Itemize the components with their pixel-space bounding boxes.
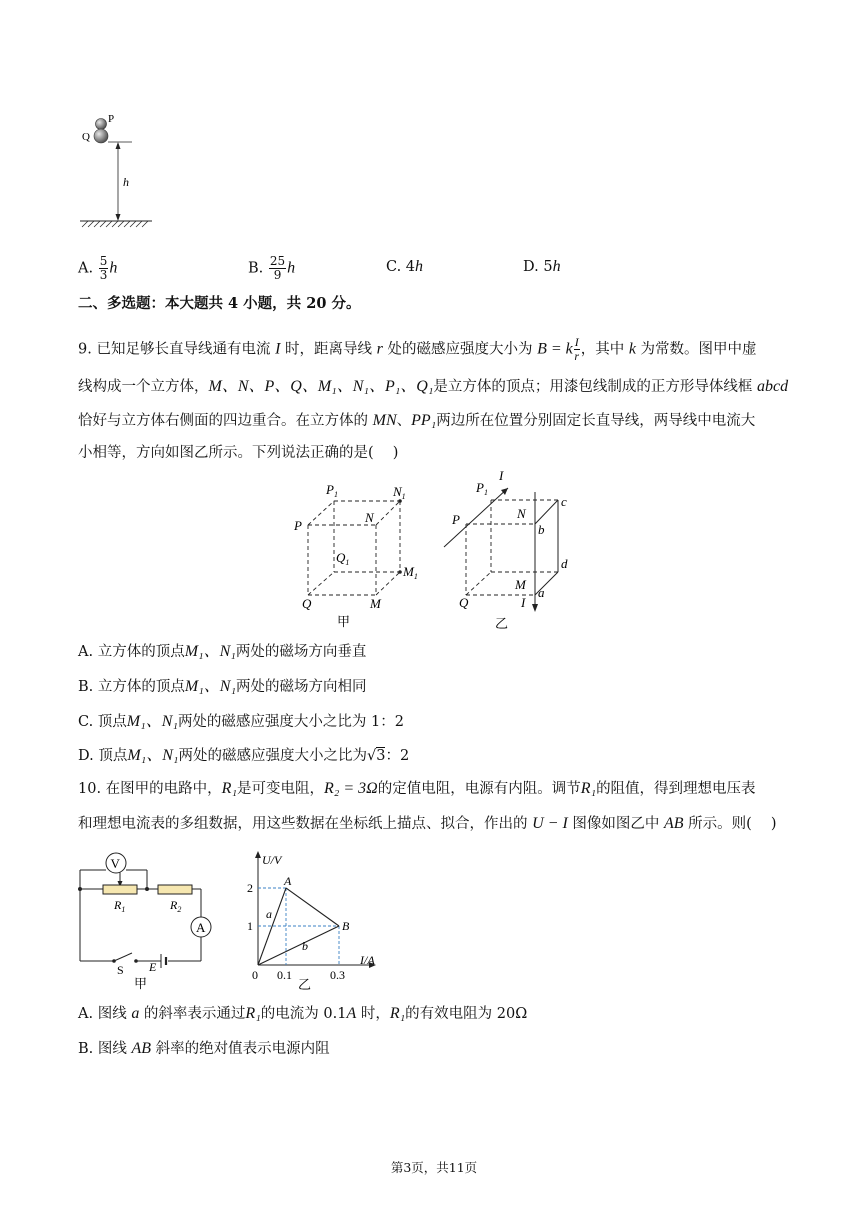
tick-origin: 0 (252, 968, 258, 982)
label-p: P (452, 512, 460, 527)
line-label-b: b (302, 939, 308, 953)
label-p1: $P_1$ (326, 482, 338, 499)
label-i-top: I (499, 468, 504, 483)
sqrt-symbol: √ (366, 748, 377, 764)
label-r1: $R_1$ (114, 898, 126, 914)
caption-jia: 甲 (337, 614, 351, 629)
label-n: N (517, 506, 526, 521)
tick-x-03: 0.3 (330, 968, 345, 982)
label-q1: $Q_1$ (336, 550, 350, 567)
voltmeter-label: V (110, 856, 120, 871)
label-i-bottom: I (521, 595, 526, 610)
page-footer: 第3页，共11页 (390, 1160, 478, 1175)
label-q: Q (459, 595, 469, 610)
q10-line1: 10. 在图甲的电路中，R₁是可变电阻，R₂ = 3Ω的定值电阻，电源有内阻。调节R₁的阻值，得到理想电压表 (78, 780, 756, 797)
tick-x-01: 0.1 (277, 968, 292, 982)
q10-ui-graph (240, 843, 400, 991)
q9-line3: 恰好与立方体右侧面的四边重合。在立方体的 MN、PP₁两边所在位置分别固定长直导线，两导线中电流大 (78, 412, 756, 429)
label-p: P (294, 518, 302, 533)
label-a: a (538, 585, 545, 600)
label-p: P (108, 113, 115, 125)
fraction: $\frac{25}{9}$ (269, 254, 286, 282)
q9-option-b[interactable]: B. 立方体的顶点M₁、N₁两处的磁场方向相同 (78, 678, 367, 695)
q8-option-d[interactable]: D. 5h (523, 258, 561, 275)
q9-option-d[interactable]: D. 顶点M₁、N₁两处的磁感应强度大小之比为√3：2 (78, 747, 410, 764)
caption-jia: 甲 (134, 976, 148, 991)
label-s: S (117, 963, 124, 977)
axis-label-y: U/V (262, 853, 282, 867)
tick-y-1: 1 (247, 919, 253, 933)
q9-line1: 9. 已知足够长直导线通有电流 I 时，距离导线 r 处的磁感应强度大小为 B = k $\frac{I}{r}$ ，其中 k 为常数。图甲中虚 (78, 335, 757, 363)
q9-figure-yi (438, 462, 588, 632)
label-d: d (561, 556, 568, 571)
q10-option-b[interactable]: B. 图线 AB 斜率的绝对值表示电源内阻 (78, 1040, 330, 1057)
q9-line2: 线构成一个立方体，M、N、P、Q、M₁、N₁、P₁、Q₁是立方体的顶点；用漆包线制成的正方形导体线框 abcd (78, 378, 789, 395)
label-p1: $P_1$ (476, 480, 488, 497)
label-m1: $M_1$ (403, 564, 418, 581)
resistor-r1 (103, 885, 137, 894)
label-c: c (561, 494, 567, 509)
ammeter-label: A (196, 920, 206, 935)
q9-figure-jia (290, 480, 430, 630)
q10-option-a[interactable]: A. 图线 a 的斜率表示通过R₁的电流为 0.1A 时，R₁的有效电阻为 20Ω (78, 1005, 528, 1022)
q8-figure (70, 108, 170, 230)
tick-y-2: 2 (247, 881, 253, 895)
label-m: M (515, 577, 526, 592)
label-n: N (365, 510, 374, 525)
fraction: $\frac{5}{3}$ (99, 254, 108, 282)
point-b: B (342, 919, 350, 933)
label-m: M (370, 596, 381, 611)
label-n1: $N_1$ (393, 484, 406, 501)
ball-q (94, 129, 108, 143)
q8-option-b[interactable]: B. $\frac{25}{9}$ h (248, 254, 296, 282)
label-b: b (538, 522, 545, 537)
q9-line4: 小相等，方向如图乙所示。下列说法正确的是( ) (78, 445, 399, 461)
q9-option-c[interactable]: C. 顶点M₁、N₁两处的磁感应强度大小之比为 1：2 (78, 713, 404, 730)
caption-yi: 乙 (495, 616, 509, 631)
q10-circuit (70, 843, 225, 991)
ball-p (96, 119, 107, 130)
q9-option-a[interactable]: A. 立方体的顶点M₁、N₁两处的磁场方向垂直 (78, 643, 367, 660)
q8-option-a[interactable]: A. $\frac{5}{3}$ h (78, 254, 118, 282)
line-label-a: a (266, 907, 272, 921)
label-e: E (149, 960, 157, 974)
q10-line2: 和理想电流表的多组数据，用这些数据在坐标纸上描点、拟合，作出的 U − I 图像如图乙中 AB 所示。则( ) (78, 815, 777, 832)
q8-option-c[interactable]: C. 4h (386, 258, 424, 275)
axis-label-x: I/A (360, 953, 375, 967)
point-a: A (284, 874, 292, 888)
label-r2: $R_2$ (170, 898, 182, 914)
label-h: h (123, 175, 129, 189)
label-q: Q (302, 596, 312, 611)
formula-fraction: $\frac{I}{r}$ (574, 335, 580, 363)
label-q: Q (82, 131, 90, 143)
resistor-r2 (158, 885, 192, 894)
caption-yi: 乙 (298, 977, 312, 991)
section-heading: 二、多选题：本大题共 4 小题，共 20 分。 (78, 295, 361, 312)
